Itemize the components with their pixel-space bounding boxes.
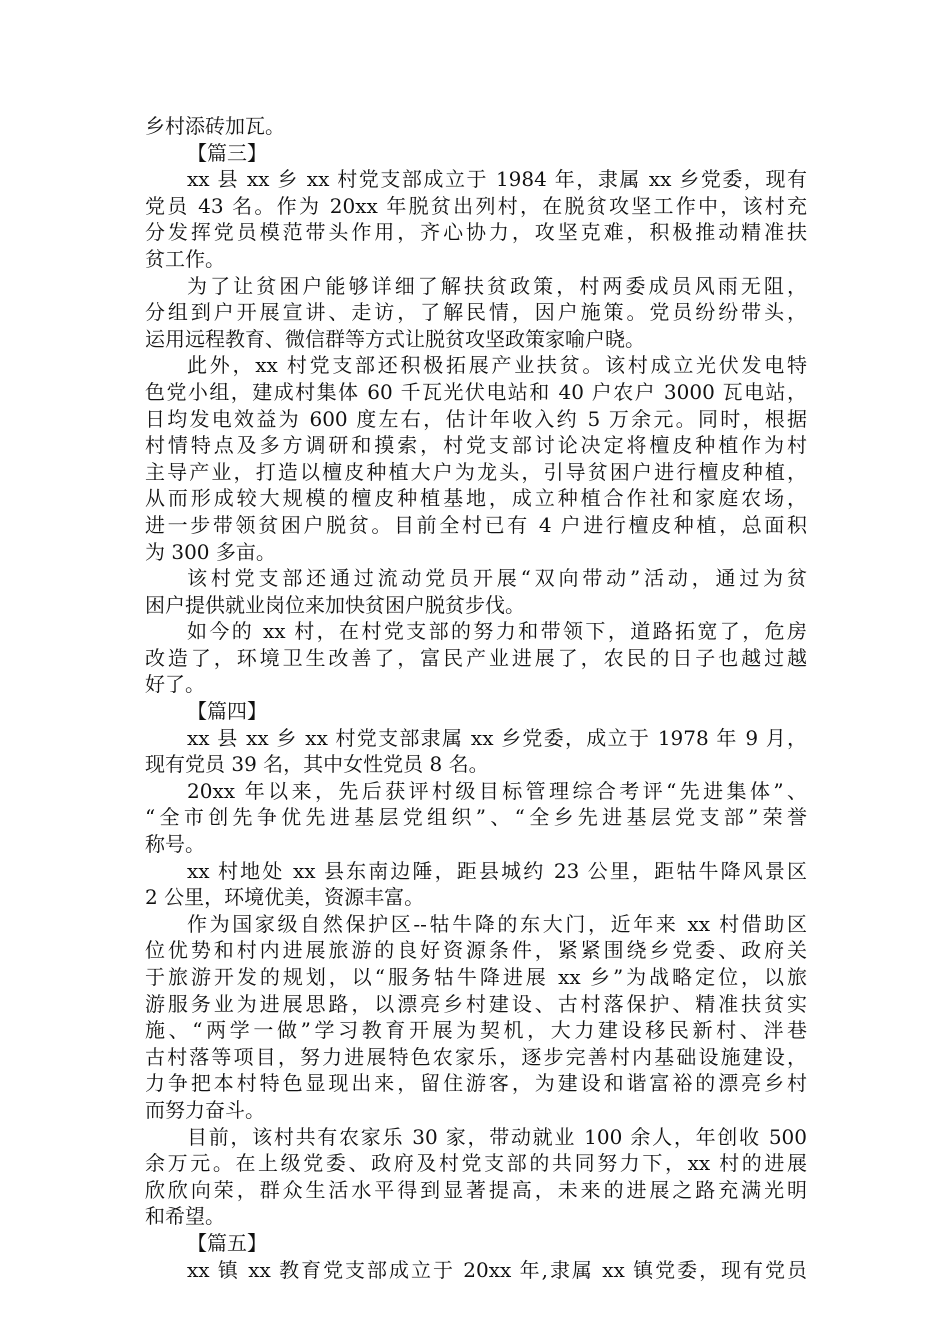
- text-line: 2 公里，环境优美，资源丰富。: [145, 885, 425, 910]
- text-line: “全市创先争优先进基层党组织”、“全乡先进基层党支部”荣誉: [145, 805, 807, 830]
- text-line: 分发挥党员模范带头作用，齐心协力，攻坚克难，积极推动精准扶: [145, 220, 807, 245]
- text-line: 好了。: [145, 672, 205, 697]
- text-line: 古村落等项目，努力进展特色农家乐，逐步完善村内基础设施建设，: [145, 1044, 807, 1069]
- text-line: 称号。: [145, 832, 205, 857]
- text-line: 分组到户开展宣讲、走访，了解民情，因户施策。党员纷纷带头，: [145, 300, 807, 325]
- text-line: 为 300 多亩。: [145, 539, 276, 564]
- text-line: 和希望。: [145, 1204, 225, 1229]
- text-line: 游服务业为进展思路，以漂亮乡村建设、古村落保护、精准扶贫实: [145, 991, 807, 1016]
- text-line: 乡村添砖加瓦。: [145, 114, 285, 138]
- text-line: xx 镇 xx 教育党支部成立于 20xx 年,隶属 xx 镇党委，现有党员: [187, 1257, 807, 1282]
- text-line: 为了让贫困户能够详细了解扶贫政策，村两委成员风雨无阻，: [187, 273, 807, 298]
- text-line: xx 县 xx 乡 xx 村党支部隶属 xx 乡党委，成立于 1978 年 9 月，: [187, 725, 807, 750]
- text-line: 贫工作。: [145, 246, 225, 271]
- text-line: xx 县 xx 乡 xx 村党支部成立于 1984 年，隶属 xx 乡党委，现有: [187, 167, 807, 192]
- section-heading: 【篇四】: [187, 699, 267, 724]
- text-line: 党员 43 名。作为 20xx 年脱贫出列村，在脱贫攻坚工作中，该村充: [145, 193, 807, 218]
- text-line: 困户提供就业岗位来加快贫困户脱贫步伐。: [145, 592, 525, 617]
- text-line: 如今的 xx 村，在村党支部的努力和带领下，道路拓宽了，危房: [187, 619, 807, 644]
- text-line: xx 村地处 xx 县东南边陲，距县城约 23 公里，距牯牛降风景区: [187, 858, 807, 883]
- text-line: 而努力奋斗。: [145, 1097, 265, 1122]
- document-page: [145, 113, 807, 1283]
- text-line: 位优势和村内进展旅游的良好资源条件，紧紧围绕乡党委、政府关: [145, 938, 807, 963]
- text-line: 日均发电效益为 600 度左右，估计年收入约 5 万余元。同时，根据: [145, 406, 807, 431]
- section-heading: 【篇五】: [187, 1230, 267, 1255]
- text-line: 从而形成较大规模的檀皮种植基地，成立种植合作社和家庭农场，: [145, 486, 807, 511]
- text-line: 余万元。在上级党委、政府及村党支部的共同努力下，xx 村的进展: [145, 1151, 807, 1176]
- text-line: 村情特点及多方调研和摸索，村党支部讨论决定将檀皮种植作为村: [145, 433, 807, 458]
- text-line: 进一步带领贫困户脱贫。目前全村已有 4 户进行檀皮种植，总面积: [145, 512, 807, 537]
- text-line: 主导产业，打造以檀皮种植大户为龙头，引导贫困户进行檀皮种植，: [145, 459, 807, 484]
- text-line: 20xx 年以来，先后获评村级目标管理综合考评“先进集体”、: [187, 778, 807, 803]
- text-line: 色党小组，建成村集体 60 千瓦光伏电站和 40 户农户 3000 瓦电站，: [145, 379, 807, 404]
- text-line: 此外，xx 村党支部还积极拓展产业扶贫。该村成立光伏发电特: [187, 353, 807, 378]
- text-line: 施、“两学一做”学习教育开展为契机，大力建设移民新村、泮巷: [145, 1018, 807, 1043]
- text-line: 作为国家级自然保护区--牯牛降的东大门，近年来 xx 村借助区: [187, 911, 807, 936]
- section-heading: 【篇三】: [187, 140, 267, 165]
- text-line: 现有党员 39 名，其中女性党员 8 名。: [145, 752, 489, 777]
- text-line: 力争把本村特色显现出来，留住游客，为建设和谐富裕的漂亮乡村: [145, 1071, 807, 1096]
- text-line: 改造了，环境卫生改善了，富民产业进展了，农民的日子也越过越: [145, 645, 807, 670]
- text-line: 目前，该村共有农家乐 30 家，带动就业 100 余人，年创收 500: [187, 1124, 807, 1149]
- text-line: 该村党支部还通过流动党员开展“双向带动”活动，通过为贫: [187, 566, 807, 591]
- text-line: 欣欣向荣，群众生活水平得到显著提高，未来的进展之路充满光明: [145, 1177, 807, 1202]
- text-line: 于旅游开发的规划，以“服务牯牛降进展 xx 乡”为战略定位，以旅: [145, 965, 807, 989]
- text-line: 运用远程教育、微信群等方式让脱贫攻坚政策家喻户晓。: [145, 326, 645, 351]
